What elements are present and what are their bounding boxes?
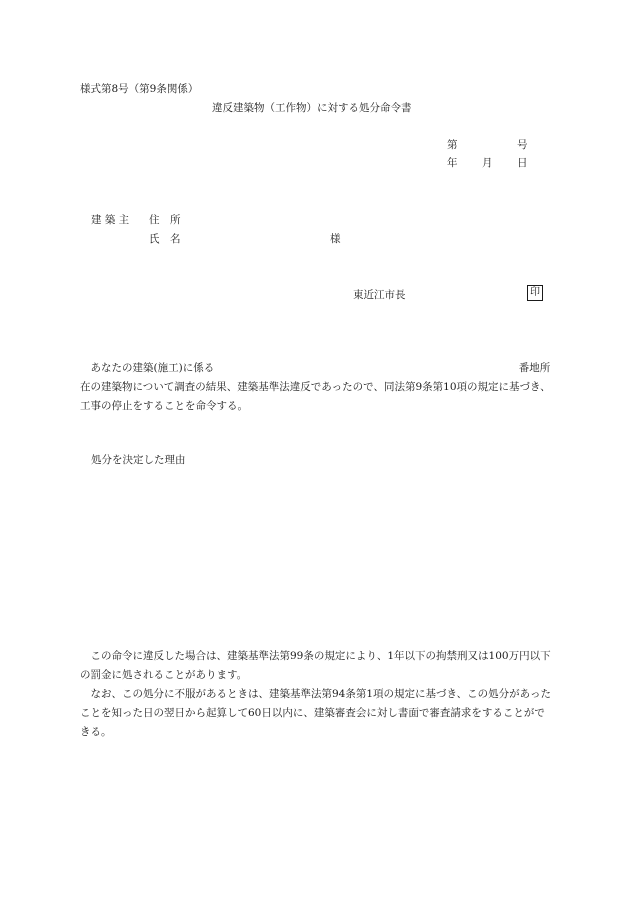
order-paragraph: あなたの建築(施工)に係る 番地所在の建築物について調査の結果、建築基準法違反であったので、同法第9条第10項の規定に基づき、工事の停止をすることを命令する。 <box>80 362 551 412</box>
penalty-paragraph: この命令に違反した場合は、建築基準法第99条の規定により、1年以下の拘禁刑又は100万円以下の罰金に処されることがあります。 <box>80 650 551 681</box>
issuer-name: 東近江市長 <box>353 289 406 301</box>
honorific: 様 <box>330 233 341 245</box>
form-number-label: 様式第8号（第9条関係） <box>80 83 199 95</box>
date-day: 日 <box>517 157 528 169</box>
address-label: 住 所 <box>149 214 181 226</box>
document-title: 違反建築物（工作物）に対する処分命令書 <box>212 102 412 114</box>
date-year: 年 <box>447 157 458 169</box>
number-prefix: 第 <box>447 139 458 151</box>
appeal-paragraph: なお、この処分に不服があるときは、建築基準法第94条第1項の規定に基づき、この処分があったことを知った日の翌日から起算して60日以内に、建築審査会に対し書面で審査請求をすることができる。 <box>80 688 552 738</box>
date-month: 月 <box>482 157 493 169</box>
name-label: 氏 名 <box>149 233 181 245</box>
number-suffix: 号 <box>517 139 528 151</box>
reason-heading: 処分を決定した理由 <box>91 454 186 466</box>
addressee-role: 建 築 主 <box>91 214 130 226</box>
seal-mark: 印 <box>527 285 543 301</box>
